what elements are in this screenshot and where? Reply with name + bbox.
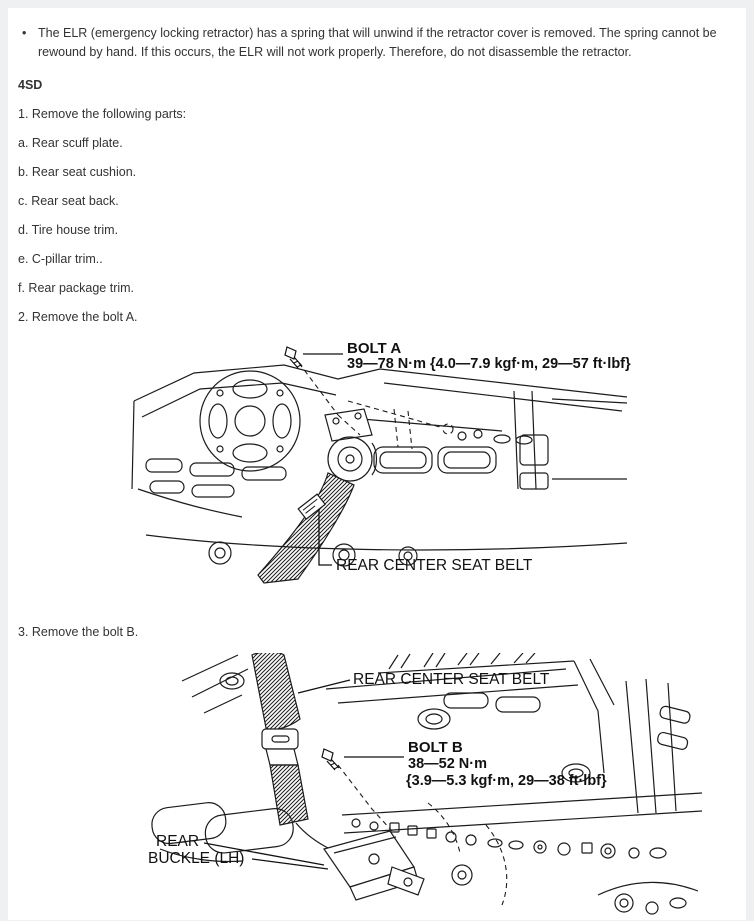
note-text: The ELR (emergency locking retractor) has a spring that will unwind if the retractor cover is removed. The spring cannot be rewound by hand. If this occurs, the ELR will not work properly. Therefore, do not disassemble the retractor. bbox=[38, 26, 717, 59]
figure-bolt-a bbox=[122, 339, 642, 611]
step-1: 1. Remove the following parts: bbox=[18, 107, 187, 121]
rear-buckle-label-line2: BUCKLE (LH) bbox=[148, 850, 245, 867]
rear-buckle-label-line1: REAR bbox=[156, 833, 200, 850]
warning-note bbox=[22, 24, 722, 62]
body-panel-linework bbox=[132, 365, 627, 583]
rear-buckle bbox=[296, 823, 424, 900]
bolt-a-icon bbox=[285, 347, 302, 368]
retractor-spool bbox=[328, 437, 377, 481]
part-item-b: b. Rear seat cushion. bbox=[18, 165, 137, 179]
document-page bbox=[8, 8, 746, 920]
part-item-e: e. C-pillar trim.. bbox=[18, 252, 103, 266]
section-heading: 4SD bbox=[18, 78, 43, 92]
step-3: 3. Remove the bolt B. bbox=[18, 625, 139, 639]
part-item-d: d. Tire house trim. bbox=[18, 223, 119, 237]
bolt-b-torque-line1: 38—52 N·m bbox=[408, 756, 487, 772]
part-item-a: a. Rear scuff plate. bbox=[18, 136, 123, 150]
bolt-a-label: BOLT A bbox=[347, 340, 402, 357]
fig2-seat-belt-label: REAR CENTER SEAT BELT bbox=[353, 671, 550, 688]
bolt-b-torque-line2: {3.9—5.3 kgf·m, 29—38 ft·lbf} bbox=[406, 773, 607, 789]
bolt-b-label: BOLT B bbox=[408, 739, 463, 756]
part-item-f: f. Rear package trim. bbox=[18, 281, 135, 295]
bolt-a-torque: 39—78 N·m {4.0—7.9 kgf·m, 29—57 ft·lbf} bbox=[347, 356, 631, 372]
figure-bolt-b bbox=[146, 653, 706, 921]
part-item-c: c. Rear seat back. bbox=[18, 194, 119, 208]
dashed-leader-lines bbox=[299, 363, 453, 449]
bullet-marker: • bbox=[22, 26, 27, 40]
seat-belt-strap bbox=[252, 653, 308, 825]
bolt-b-icon bbox=[322, 749, 339, 770]
fig1-seat-belt-label: REAR CENTER SEAT BELT bbox=[336, 557, 533, 574]
step-2: 2. Remove the bolt A. bbox=[18, 310, 138, 324]
